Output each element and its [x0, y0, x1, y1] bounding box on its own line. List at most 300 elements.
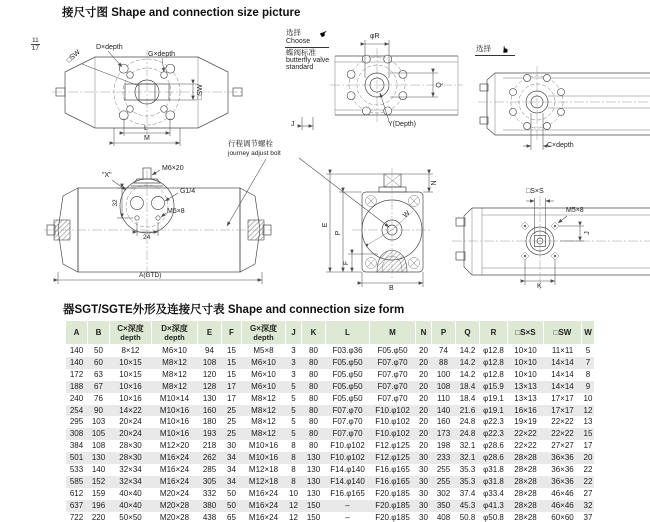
- label-m5x8-bottom: M5×8: [566, 207, 584, 214]
- dim-label-f: F: [343, 260, 350, 266]
- table-cell: 46×46: [551, 500, 574, 510]
- table-cell: 108: [436, 381, 451, 391]
- table-cell: 438: [202, 512, 217, 522]
- label-m5x8: M5×8: [167, 208, 185, 215]
- table-cell: F07.φ70: [377, 393, 408, 403]
- table-cell: φ15.9: [483, 381, 504, 391]
- table-cell: 30: [419, 465, 428, 475]
- table-cell: 25: [227, 417, 236, 427]
- table-row: [66, 428, 595, 440]
- label-y-depth: Y(Depth): [388, 121, 417, 128]
- table-cell: 24.8: [459, 417, 476, 427]
- dimension-table-wrapper: [65, 320, 594, 522]
- table-cell: φ12.8: [483, 346, 504, 355]
- table-cell: 36×36: [551, 476, 574, 486]
- table-cell: 130: [306, 465, 321, 475]
- table-cell: 308: [69, 429, 84, 439]
- label-d-depth: D×depth: [96, 44, 123, 51]
- table-cell: 50: [94, 346, 103, 355]
- table-cell: 63: [94, 369, 103, 379]
- table-cell: M6×10: [251, 357, 276, 367]
- side-view-diagram: [326, 168, 433, 287]
- table-cell: 13: [583, 417, 593, 427]
- table-cell: 350: [436, 500, 451, 510]
- table-cell: 14.2: [459, 346, 476, 355]
- table-cell: F05.φ50: [377, 346, 408, 355]
- label-sw-vertical: □SW: [197, 84, 204, 100]
- table-cell: M10×16: [159, 429, 190, 439]
- table-cell: 32.1: [459, 453, 476, 463]
- table-cell: φ31.8: [483, 476, 504, 486]
- table-cell: 28×28: [514, 453, 537, 463]
- table-cell: 30: [419, 488, 428, 498]
- table-cell: 130: [306, 476, 321, 486]
- table-cell: 19×19: [514, 417, 537, 427]
- table-cell: M6×10: [251, 369, 276, 379]
- table-cell: M12×18: [248, 476, 279, 486]
- table-cell: 22: [583, 465, 593, 475]
- table-cell: M6×10: [251, 381, 276, 391]
- table-cell: 80: [309, 381, 318, 391]
- table-cell: 13×13: [514, 381, 537, 391]
- table-cell: 254: [69, 405, 84, 415]
- table-cell: 302: [436, 488, 451, 498]
- table-cell: 130: [91, 453, 106, 463]
- table-cell: 20: [419, 393, 428, 403]
- table-cell: 22×22: [514, 441, 537, 451]
- table-cell: F10.φ102: [375, 405, 410, 415]
- table-cell: 5: [291, 405, 296, 415]
- table-cell: 20: [583, 453, 593, 463]
- table-cell: 14×14: [551, 369, 574, 379]
- table-cell: 384: [69, 441, 84, 451]
- dim-label-l: L: [144, 125, 148, 132]
- table-cell: 193: [202, 429, 217, 439]
- column-header: D×深度 depth: [152, 321, 198, 345]
- table-cell: 28×28: [514, 465, 537, 475]
- table-row: [66, 512, 595, 522]
- dim-label-24: 24: [143, 234, 151, 241]
- table-cell: 46×46: [551, 488, 574, 498]
- table-title: [63, 301, 404, 317]
- table-cell: F07.φ70: [332, 405, 363, 415]
- table-cell: 14×14: [551, 381, 574, 391]
- table-cell: 152: [91, 476, 106, 486]
- table-cell: 10×16: [119, 381, 142, 391]
- choose3-label-cn: 选择: [476, 44, 491, 53]
- table-row: [66, 369, 595, 381]
- table-cell: F20.φ185: [375, 488, 410, 498]
- table-cell: 10×10: [514, 357, 537, 367]
- dim-label-32: 32: [112, 199, 119, 207]
- table-cell: 28×28: [514, 488, 537, 498]
- table-cell: 130: [306, 453, 321, 463]
- table-cell: 28×30: [119, 453, 142, 463]
- table-cell: F12.φ125: [375, 441, 410, 451]
- table-cell: 34: [227, 453, 236, 463]
- table-cell: M8×12: [162, 381, 187, 391]
- table-cell: 240: [69, 393, 84, 403]
- table-cell: 37: [583, 512, 593, 522]
- table-cell: 50.8: [459, 512, 476, 522]
- column-header: J: [286, 321, 302, 345]
- column-header: G×深度 depth: [242, 321, 286, 345]
- table-cell: 28×28: [514, 476, 537, 486]
- table-cell: 8: [291, 441, 296, 451]
- dim-label-w: W: [401, 209, 412, 220]
- table-cell: 130: [202, 393, 217, 403]
- table-cell: F07.φ70: [377, 357, 408, 367]
- table-cell: 105: [91, 429, 106, 439]
- table-cell: 380: [202, 500, 217, 510]
- table-cell: M12×20: [159, 441, 190, 451]
- table-cell: 22×22: [551, 417, 574, 427]
- table-cell: 37.4: [459, 488, 476, 498]
- table-cell: φ12.8: [483, 357, 504, 367]
- table-cell: 80: [309, 346, 318, 355]
- table-cell: F10.φ102: [330, 441, 365, 451]
- table-cell: 20: [419, 405, 428, 415]
- table-cell: 198: [436, 441, 451, 451]
- table-cell: 8: [291, 465, 296, 475]
- table-cell: M20×28: [159, 500, 190, 510]
- table-cell: 28×30: [119, 441, 142, 451]
- choose-label-cn: 选择: [286, 28, 301, 37]
- table-cell: 80: [309, 441, 318, 451]
- table-cell: F07.φ70: [332, 429, 363, 439]
- butterfly-std-en1: butterfly valve: [286, 57, 330, 64]
- table-cell: 160: [436, 417, 451, 427]
- table-cell: F16.φ165: [375, 476, 410, 486]
- table-cell: 172: [69, 369, 84, 379]
- table-cell: 24.8: [459, 429, 476, 439]
- table-cell: F07.φ70: [332, 417, 363, 427]
- label-sxs: □S×S: [526, 188, 544, 195]
- table-cell: 7: [585, 357, 591, 367]
- table-cell: 173: [436, 429, 451, 439]
- table-cell: 8: [291, 453, 296, 463]
- table-cell: 262: [202, 453, 217, 463]
- table-cell: 8: [585, 369, 591, 379]
- table-cell: M6×10: [162, 346, 187, 355]
- table-cell: 88: [439, 357, 448, 367]
- table-row: [66, 464, 595, 476]
- table-cell: 130: [306, 488, 321, 498]
- fraction-numerator: 11: [32, 37, 39, 44]
- table-cell: 67: [94, 381, 103, 391]
- column-header: P: [432, 321, 456, 345]
- table-cell: 80: [309, 357, 318, 367]
- table-cell: 21.6: [459, 405, 476, 415]
- table-row: [66, 416, 595, 428]
- table-cell: 16×16: [514, 405, 537, 415]
- table-cell: 3: [291, 346, 296, 355]
- table-cell: F10.φ102: [375, 417, 410, 427]
- column-header: R: [480, 321, 508, 345]
- table-cell: 10: [289, 488, 298, 498]
- table-cell: φ22.3: [483, 429, 504, 439]
- hand-pointer-icon-2: ☛: [500, 45, 511, 54]
- table-cell: 11×11: [551, 346, 574, 355]
- table-cell: 17: [583, 441, 593, 451]
- table-cell: 65: [227, 512, 236, 522]
- table-row: [66, 405, 595, 417]
- table-cell: 12: [289, 512, 298, 522]
- table-cell: 34: [227, 465, 236, 475]
- table-cell: 20×24: [119, 429, 142, 439]
- table-cell: 637: [69, 500, 84, 510]
- table-row: [66, 476, 595, 488]
- table-cell: 45.3: [459, 500, 476, 510]
- table-cell: 25: [227, 405, 236, 415]
- fraction-denominator: 17: [31, 45, 39, 52]
- table-cell: 10×10: [514, 346, 537, 355]
- column-header: E: [198, 321, 222, 345]
- page-title-en: Shape and connection size picture: [111, 7, 301, 19]
- table-cell: 20×24: [119, 417, 142, 427]
- table-cell: 13×13: [514, 393, 537, 403]
- table-cell: 12: [583, 405, 593, 415]
- choose-label-en: Choose: [286, 38, 311, 45]
- table-cell: 34: [227, 476, 236, 486]
- label-m6x20: M6×20: [162, 165, 184, 172]
- table-cell: 14×22: [119, 405, 142, 415]
- table-cell: 10×10: [514, 369, 537, 379]
- table-cell: 36×36: [551, 465, 574, 475]
- adjust-bolt-leaders: [227, 158, 389, 227]
- dim-label-p: P: [335, 230, 342, 236]
- table-cell: 32: [583, 500, 593, 510]
- table-cell: 32×34: [119, 476, 142, 486]
- table-row: [66, 440, 595, 452]
- table-cell: 30: [419, 453, 428, 463]
- table-title-en: Shape and connection size form: [227, 304, 405, 316]
- label-g14: G1/4: [180, 188, 196, 195]
- table-cell: 20: [419, 369, 428, 379]
- table-cell: 14×14: [551, 357, 574, 367]
- table-cell: φ41.3: [483, 500, 504, 510]
- table-cell: 612: [69, 488, 84, 498]
- table-cell: F14.φ140: [330, 465, 365, 475]
- table-cell: 10×15: [119, 369, 142, 379]
- dim-label-m: M: [144, 135, 150, 142]
- table-row: [66, 357, 595, 369]
- table-cell: 180: [202, 417, 217, 427]
- column-header: C×深度 depth: [110, 321, 152, 345]
- dim-label-phi-r: φR: [370, 33, 380, 40]
- table-cell: 108: [202, 357, 217, 367]
- table-cell: 15: [227, 346, 236, 355]
- table-cell: –: [345, 512, 350, 522]
- table-cell: M16×24: [159, 453, 190, 463]
- table-cell: 50×50: [119, 512, 142, 522]
- column-header: F: [222, 321, 242, 345]
- table-cell: φ19.1: [483, 393, 504, 403]
- table-cell: φ22.3: [483, 417, 504, 427]
- table-cell: M5×8: [253, 346, 274, 355]
- table-cell: φ12.8: [483, 369, 504, 379]
- table-cell: 60×60: [551, 512, 574, 522]
- table-cell: φ28.6: [483, 441, 504, 451]
- table-cell: 22×22: [551, 429, 574, 439]
- table-cell: M10×16: [159, 405, 190, 415]
- table-cell: M20×24: [159, 488, 190, 498]
- table-cell: 188: [69, 381, 84, 391]
- table-cell: 18.4: [459, 393, 476, 403]
- table-cell: 25: [227, 429, 236, 439]
- butterfly-std-en2: standard: [286, 64, 314, 71]
- table-cell: 408: [436, 512, 451, 522]
- table-cell: 108: [91, 441, 106, 451]
- hand-pointer-icon: ☛: [318, 27, 330, 41]
- table-cell: M8×12: [251, 405, 276, 415]
- table-cell: 140: [69, 346, 84, 355]
- dim-label-n: N: [431, 180, 438, 186]
- table-cell: 3: [291, 357, 296, 367]
- table-cell: 5: [291, 381, 296, 391]
- table-cell: 140: [69, 357, 84, 367]
- table-cell: 9: [585, 381, 591, 391]
- table-cell: 218: [202, 441, 217, 451]
- table-header-row: [66, 321, 595, 345]
- table-cell: 585: [69, 476, 84, 486]
- table-cell: M8×12: [162, 369, 187, 379]
- table-cell: F20.φ185: [375, 512, 410, 522]
- table-cell: φ28.6: [483, 453, 504, 463]
- label-g-depth: G×depth: [148, 51, 176, 58]
- table-cell: 5: [291, 393, 296, 403]
- dim-label-j2: J: [291, 121, 295, 128]
- table-cell: F05.φ50: [332, 369, 363, 379]
- table-cell: 3: [291, 369, 296, 379]
- column-header: W: [582, 321, 595, 345]
- table-title-cn: 器SGT/SGTE外形及连接尺寸表: [63, 304, 225, 316]
- table-cell: 15: [227, 369, 236, 379]
- dim-label-b: B: [389, 285, 394, 292]
- table-cell: 10: [583, 393, 593, 403]
- table-cell: 10×15: [119, 357, 142, 367]
- table-cell: 110: [437, 393, 450, 403]
- table-cell: 196: [91, 500, 106, 510]
- table-cell: F07.φ70: [377, 369, 408, 379]
- table-cell: 722: [69, 512, 84, 522]
- table-cell: 12: [289, 500, 298, 510]
- adjust-bolt-label-cn: 行程调节螺栓: [228, 139, 273, 148]
- adjust-bolt-label-en: journey adjust bolt: [228, 150, 281, 157]
- choose3-underline: [475, 55, 515, 56]
- table-cell: 533: [69, 465, 84, 475]
- table-cell: 40×40: [119, 500, 142, 510]
- column-header: A: [66, 321, 88, 345]
- table-cell: 501: [69, 453, 84, 463]
- table-cell: 90: [94, 405, 103, 415]
- table-cell: 140: [436, 405, 451, 415]
- table-cell: 35.3: [459, 465, 476, 475]
- table-cell: 20: [419, 417, 428, 427]
- table-cell: 255: [436, 465, 451, 475]
- table-cell: 8: [291, 476, 296, 486]
- table-cell: 32.1: [459, 441, 476, 451]
- table-row: [66, 393, 595, 405]
- fraction-label: [31, 37, 40, 52]
- table-row: [66, 452, 595, 464]
- table-cell: 305: [202, 476, 217, 486]
- table-cell: 60: [94, 357, 103, 367]
- page-title: [62, 4, 300, 20]
- dimension-table: [65, 320, 594, 522]
- table-cell: 27: [583, 488, 593, 498]
- table-cell: 20: [419, 381, 428, 391]
- table-cell: 22×22: [514, 429, 537, 439]
- table-cell: 255: [436, 476, 451, 486]
- table-cell: F05.φ50: [332, 381, 363, 391]
- table-cell: –: [345, 500, 350, 510]
- dim-label-e: E: [322, 222, 329, 228]
- table-cell: 5: [291, 417, 296, 427]
- table-cell: 80: [309, 369, 318, 379]
- table-cell: M20×28: [159, 512, 190, 522]
- table-cell: 80: [309, 393, 318, 403]
- table-cell: 30: [227, 441, 236, 451]
- bottom-view-diagram: [452, 196, 650, 292]
- table-cell: 14.2: [459, 357, 476, 367]
- table-cell: 159: [91, 488, 106, 498]
- table-cell: 140: [91, 465, 106, 475]
- table-cell: 128: [202, 381, 217, 391]
- table-cell: F12.φ125: [375, 453, 410, 463]
- table-cell: 5: [585, 346, 591, 355]
- table-body: [66, 345, 595, 522]
- table-cell: 30: [419, 476, 428, 486]
- table-cell: F05.φ50: [332, 357, 363, 367]
- table-cell: 120: [202, 369, 217, 379]
- table-cell: M10×16: [248, 441, 279, 451]
- table-cell: 150: [306, 512, 321, 522]
- table-cell: φ33.4: [483, 488, 504, 498]
- table-cell: M10×14: [159, 393, 190, 403]
- label-c-depth: C×depth: [547, 142, 574, 149]
- label-sw-diagonal: □SW: [65, 48, 82, 65]
- table-cell: M12×18: [248, 465, 279, 475]
- dim-label-k: K: [537, 283, 542, 290]
- table-header: [66, 321, 595, 345]
- table-cell: 28×28: [514, 500, 537, 510]
- table-row: [66, 381, 595, 393]
- table-cell: 332: [202, 488, 217, 498]
- table-cell: 233: [436, 453, 451, 463]
- table-cell: F16.φ165: [375, 465, 410, 475]
- flange-option-diagram: [478, 66, 650, 150]
- table-cell: 15: [583, 429, 593, 439]
- table-row: [66, 500, 595, 512]
- table-cell: M8×12: [251, 417, 276, 427]
- column-header: □SW: [544, 321, 582, 345]
- table-row: [66, 488, 595, 500]
- table-cell: 103: [91, 417, 106, 427]
- table-cell: M10×16: [248, 453, 279, 463]
- table-cell: M16×24: [159, 476, 190, 486]
- table-cell: 18.4: [459, 381, 476, 391]
- page-title-cn: 接尺寸图: [62, 7, 108, 19]
- table-cell: 94: [205, 346, 214, 355]
- table-cell: 35.3: [459, 476, 476, 486]
- column-header: Q: [456, 321, 480, 345]
- table-cell: 40×40: [119, 488, 142, 498]
- column-header: L: [326, 321, 370, 345]
- table-cell: 10×16: [119, 393, 142, 403]
- table-cell: 220: [91, 512, 106, 522]
- table-cell: M16×24: [248, 512, 279, 522]
